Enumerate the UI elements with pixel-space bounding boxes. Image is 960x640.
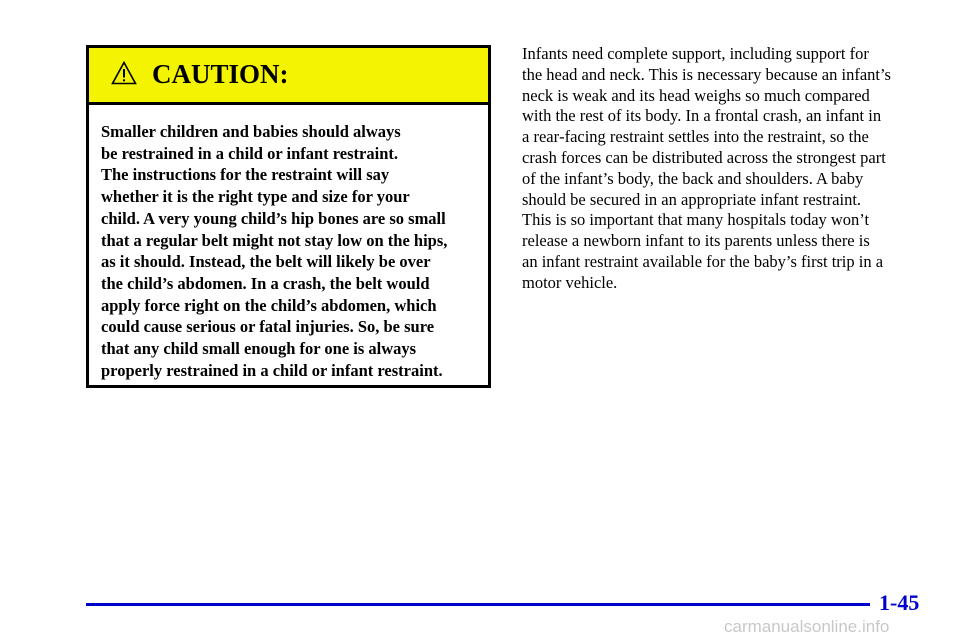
paragraph-line: Infants need complete support, including support for [522, 44, 869, 63]
caution-line: the child’s abdomen. In a crash, the belt would [101, 273, 430, 293]
caution-box [86, 45, 491, 388]
paragraph-line: motor vehicle. [522, 272, 618, 292]
caution-line: that any child small enough for one is always [101, 339, 417, 359]
paragraph-line: should be secured in an appropriate infant restraint. [522, 189, 862, 209]
caution-line: Smaller children and babies should always [101, 122, 401, 141]
caution-line: The instructions for the restraint will say [101, 165, 390, 185]
paragraph-line: neck is weak and its head weighs so much compared [522, 85, 870, 105]
footer-rule [86, 603, 870, 606]
caution-header [89, 48, 488, 105]
paragraph-line: an infant restraint available for the baby’s first trip in a [522, 251, 884, 271]
caution-line: whether it is the right type and size for your [101, 187, 410, 207]
caution-line: as it should. Instead, the belt will likely be over [101, 252, 431, 272]
caution-line: be restrained in a child or infant restraint. [101, 143, 398, 163]
paragraph-line: This is so important that many hospitals today won’t [522, 210, 870, 230]
caution-title: CAUTION: [152, 59, 289, 89]
page-number: 1-45 [879, 590, 920, 615]
paragraph-line: of the infant’s body, the back and shoulders. A baby [522, 168, 864, 188]
paragraph-line: release a newborn infant to its parents unless there is [522, 231, 870, 251]
caution-line: could cause serious or fatal injuries. So, be sure [101, 317, 435, 337]
infant-support-paragraph [522, 44, 932, 294]
caution-text [101, 121, 486, 381]
paragraph-line: the head and neck. This is necessary because an infant’s [522, 64, 891, 84]
paragraph-line: a rear‑facing restraint settles into the restraint, so the [522, 127, 869, 147]
warning-triangle-icon [111, 61, 137, 85]
caution-line: that a regular belt might not stay low on the hips, [101, 230, 448, 250]
paragraph-line: crash forces can be distributed across the strongest part [522, 147, 886, 167]
paragraph-line: with the rest of its body. In a frontal crash, an infant in [522, 106, 882, 126]
caution-line: apply force right on the child’s abdomen, which [101, 295, 437, 315]
watermark-link[interactable]: carmanualsonline.info [724, 617, 890, 636]
caution-line: properly restrained in a child or infant restraint. [101, 360, 443, 380]
caution-line: child. A very young child’s hip bones are so small [101, 208, 446, 228]
